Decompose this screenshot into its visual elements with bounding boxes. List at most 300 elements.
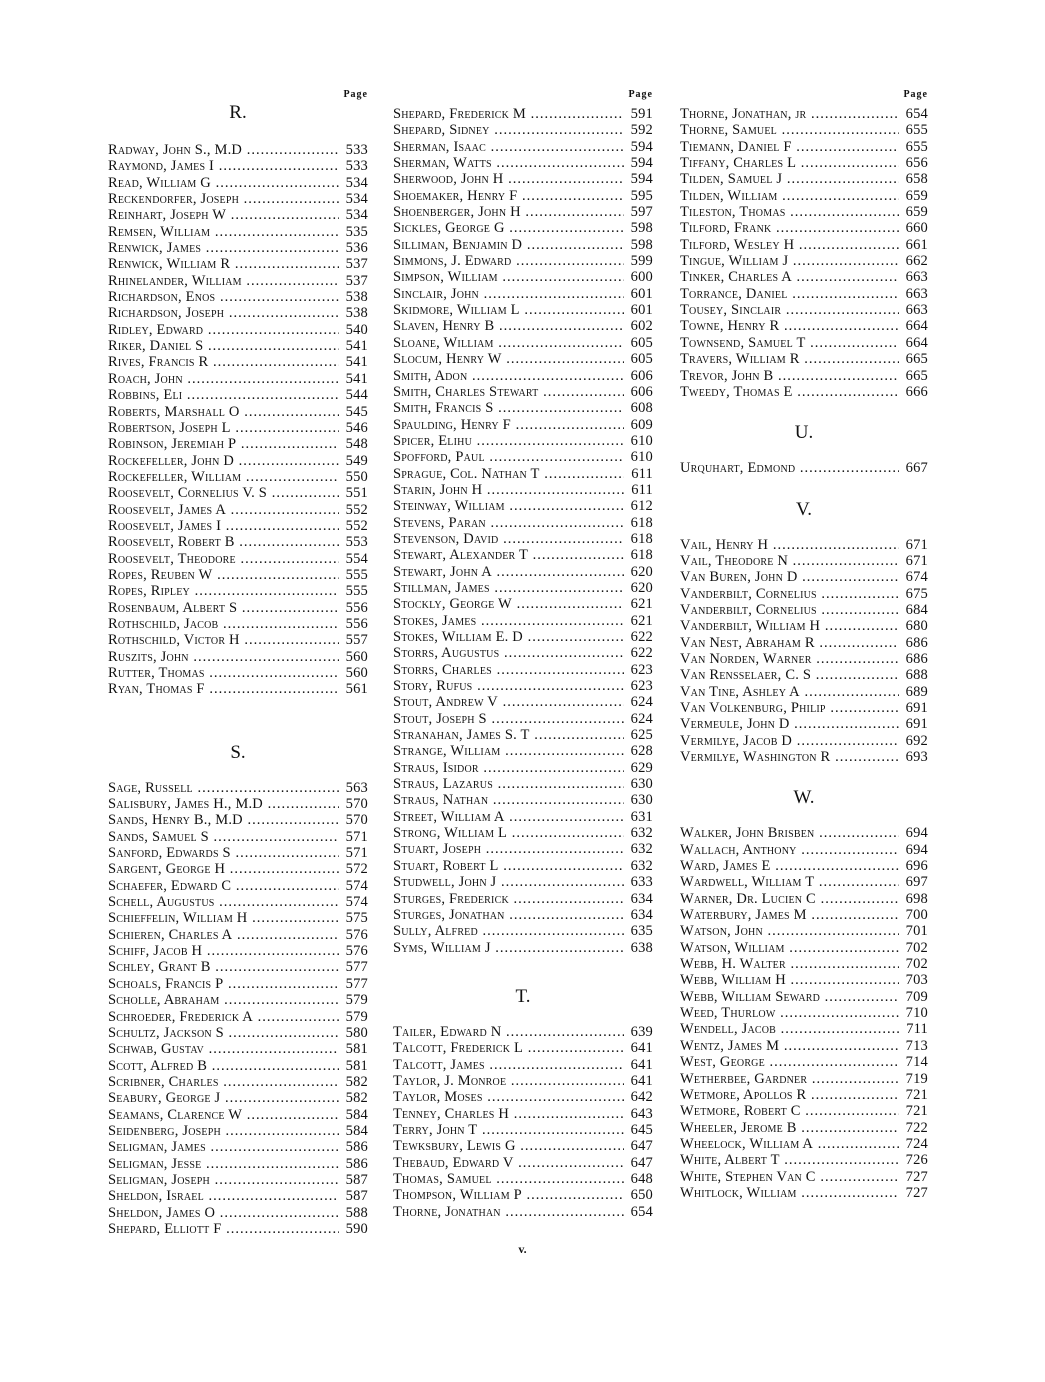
entry-page-number: 574	[339, 894, 368, 910]
entry-page-number: 659	[899, 188, 928, 204]
entry-page-number: 721	[899, 1087, 928, 1103]
entry-name: Seamans, Clarence W .....	[108, 1107, 339, 1123]
entry-page-number: 598	[624, 237, 653, 253]
index-entry	[108, 191, 368, 207]
index-entry	[108, 976, 368, 992]
entry-page-number: 537	[339, 273, 368, 289]
index-entry	[108, 371, 368, 387]
entry-name: Skidmore, William L .....	[393, 302, 624, 318]
entry-name: Roosevelt, James A .....	[108, 502, 339, 518]
entry-page-number: 692	[899, 733, 928, 749]
entry-page-number: 727	[899, 1185, 928, 1201]
entry-page-number: 620	[624, 564, 653, 580]
index-entry	[393, 515, 653, 531]
entry-name: Schaefer, Edward C .....	[108, 878, 339, 894]
entry-name: Sheldon, Israel .....	[108, 1188, 339, 1204]
entry-name: Stout, Joseph S .....	[393, 711, 624, 727]
entry-name: Sprague, Col. Nathan T .....	[393, 466, 624, 482]
entry-name: Tousey, Sinclair .....	[680, 302, 899, 318]
entry-page-number: 618	[624, 531, 653, 547]
entry-name: Vanderbilt, William H .....	[680, 618, 899, 634]
index-entry	[393, 645, 653, 661]
entry-name: Stockly, George W .....	[393, 596, 624, 612]
entry-name: Rhinelander, William .....	[108, 273, 339, 289]
index-entry	[393, 1106, 653, 1122]
entry-name: Van Rensselaer, C. S .....	[680, 667, 899, 683]
index-entry-list	[680, 460, 928, 476]
entry-name: Wallach, Anthony .....	[680, 842, 899, 858]
entry-page-number: 533	[339, 142, 368, 158]
index-entry	[108, 404, 368, 420]
entry-page-number: 710	[899, 1005, 928, 1021]
index-entry	[393, 351, 653, 367]
entry-page-number: 550	[339, 469, 368, 485]
index-entry-list	[108, 142, 368, 698]
entry-name: Strange, William .....	[393, 743, 624, 759]
entry-name: Tenney, Charles H .....	[393, 1106, 624, 1122]
index-entry	[393, 449, 653, 465]
entry-page-number: 686	[899, 635, 928, 651]
entry-name: Wetmore, Apollos R .....	[680, 1087, 899, 1103]
entry-name: Wetherbee, Gardner .....	[680, 1071, 899, 1087]
entry-page-number: 713	[899, 1038, 928, 1054]
entry-name: Wheeler, Jerome B .....	[680, 1120, 899, 1136]
entry-name: Webb, H. Walter .....	[680, 956, 899, 972]
entry-page-number: 570	[339, 796, 368, 812]
entry-page-number: 621	[624, 596, 653, 612]
entry-name: West, George .....	[680, 1054, 899, 1070]
entry-page-number: 599	[624, 253, 653, 269]
entry-page-number: 560	[339, 649, 368, 665]
entry-name: Seabury, George J .....	[108, 1090, 339, 1106]
index-entry	[393, 547, 653, 563]
entry-page-number: 577	[339, 976, 368, 992]
entry-name: Van Volkenburg, Philip .....	[680, 700, 899, 716]
entry-page-number: 702	[899, 940, 928, 956]
entry-name: Salisbury, James H., M.D .....	[108, 796, 339, 812]
entry-name: Tingue, William J .....	[680, 253, 899, 269]
page-column-label: Page	[903, 89, 928, 100]
entry-name: Rosenbaum, Albert S .....	[108, 600, 339, 616]
entry-page-number: 535	[339, 224, 368, 240]
entry-page-number: 595	[624, 188, 653, 204]
entry-name: Vanderbilt, Cornelius .....	[680, 586, 899, 602]
index-entry	[393, 237, 653, 253]
entry-name: Ropes, Reuben W .....	[108, 567, 339, 583]
entry-page-number: 638	[624, 940, 653, 956]
entry-name: Thorne, Jonathan, jr .....	[680, 106, 899, 122]
index-entry	[680, 368, 928, 384]
index-entry	[393, 711, 653, 727]
index-entry	[108, 1123, 368, 1139]
index-entry	[680, 618, 928, 634]
entry-name: Sargent, George H .....	[108, 861, 339, 877]
entry-name: White, Stephen Van C .....	[680, 1169, 899, 1185]
entry-name: Shepard, Frederick M .....	[393, 106, 624, 122]
entry-name: Slaven, Henry B .....	[393, 318, 624, 334]
entry-page-number: 648	[624, 1171, 653, 1187]
entry-name: Syms, William J .....	[393, 940, 624, 956]
entry-name: Townsend, Samuel T .....	[680, 335, 899, 351]
entry-page-number: 665	[899, 351, 928, 367]
index-entry	[108, 780, 368, 796]
entry-page-number: 606	[624, 368, 653, 384]
entry-page-number: 622	[624, 645, 653, 661]
entry-page-number: 691	[899, 700, 928, 716]
entry-name: Stewart, John A .....	[393, 564, 624, 580]
entry-name: Read, William G .....	[108, 175, 339, 191]
entry-name: Wentz, James M .....	[680, 1038, 899, 1054]
index-entry	[393, 760, 653, 776]
entry-name: Whitlock, William .....	[680, 1185, 899, 1201]
entry-name: Straus, Nathan .....	[393, 792, 624, 808]
entry-name: White, Albert T .....	[680, 1152, 899, 1168]
index-entry	[680, 1169, 928, 1185]
index-entry	[680, 1087, 928, 1103]
entry-page-number: 611	[624, 482, 653, 498]
index-entry	[393, 531, 653, 547]
index-entry	[108, 485, 368, 501]
index-entry	[680, 569, 928, 585]
index-entry	[393, 188, 653, 204]
index-entry	[680, 842, 928, 858]
entry-page-number: 726	[899, 1152, 928, 1168]
index-entry	[393, 335, 653, 351]
entry-page-number: 587	[339, 1188, 368, 1204]
entry-page-number: 643	[624, 1106, 653, 1122]
index-entry	[108, 338, 368, 354]
entry-name: Schley, Grant B .....	[108, 959, 339, 975]
entry-name: Vermilye, Jacob D .....	[680, 733, 899, 749]
index-entry	[393, 580, 653, 596]
index-entry	[108, 436, 368, 452]
index-entry	[680, 318, 928, 334]
entry-name: Thomas, Samuel .....	[393, 1171, 624, 1187]
entry-page-number: 576	[339, 943, 368, 959]
entry-page-number: 663	[899, 286, 928, 302]
index-entry	[680, 1054, 928, 1070]
entry-name: Roosevelt, Robert B .....	[108, 534, 339, 550]
entry-page-number: 703	[899, 972, 928, 988]
entry-name: Van Nest, Abraham R .....	[680, 635, 899, 651]
entry-page-number: 702	[899, 956, 928, 972]
index-entry	[108, 387, 368, 403]
entry-name: Stuart, Robert L .....	[393, 858, 624, 874]
entry-name: Story, Rufus .....	[393, 678, 624, 694]
index-column-1	[108, 88, 368, 1237]
index-entry	[393, 662, 653, 678]
entry-name: Thebaud, Edward V .....	[393, 1155, 624, 1171]
entry-page-number: 581	[339, 1058, 368, 1074]
index-entry	[393, 809, 653, 825]
entry-page-number: 601	[624, 302, 653, 318]
entry-page-number: 606	[624, 384, 653, 400]
entry-name: Richardson, Joseph .....	[108, 305, 339, 321]
entry-page-number: 666	[899, 384, 928, 400]
entry-name: Vail, Theodore N .....	[680, 553, 899, 569]
entry-page-number: 623	[624, 678, 653, 694]
entry-name: Strong, William L .....	[393, 825, 624, 841]
entry-page-number: 576	[339, 927, 368, 943]
entry-name: Renwick, William R .....	[108, 256, 339, 272]
entry-name: Tweedy, Thomas E .....	[680, 384, 899, 400]
index-entry	[393, 564, 653, 580]
index-entry	[393, 155, 653, 171]
entry-name: Spicer, Elihu .....	[393, 433, 624, 449]
index-entry-list	[680, 825, 928, 1201]
entry-name: Tilford, Frank .....	[680, 220, 899, 236]
entry-page-number: 680	[899, 618, 928, 634]
index-entry	[108, 665, 368, 681]
index-entry	[108, 992, 368, 1008]
index-entry	[680, 220, 928, 236]
section-heading: V.	[795, 498, 813, 520]
entry-name: Waterbury, James M .....	[680, 907, 899, 923]
entry-page-number: 623	[624, 662, 653, 678]
index-entry	[680, 1005, 928, 1021]
entry-name: Schroeder, Frederick A .....	[108, 1009, 339, 1025]
entry-page-number: 727	[899, 1169, 928, 1185]
index-entry	[680, 989, 928, 1005]
entry-name: Vermeule, John D .....	[680, 716, 899, 732]
entry-page-number: 541	[339, 354, 368, 370]
index-entry	[108, 632, 368, 648]
entry-page-number: 553	[339, 534, 368, 550]
entry-page-number: 582	[339, 1074, 368, 1090]
index-entry	[680, 1152, 928, 1168]
entry-name: Talcott, Frederick L .....	[393, 1040, 624, 1056]
entry-page-number: 691	[899, 716, 928, 732]
section-heading: R.	[229, 102, 247, 123]
index-entry	[680, 972, 928, 988]
entry-page-number: 534	[339, 207, 368, 223]
entry-page-number: 540	[339, 322, 368, 338]
entry-name: Sands, Henry B., M.D .....	[108, 812, 339, 828]
index-entry	[108, 1041, 368, 1057]
index-entry	[393, 1073, 653, 1089]
entry-name: Rockefeller, William .....	[108, 469, 339, 485]
entry-page-number: 714	[899, 1054, 928, 1070]
index-entry	[393, 1138, 653, 1154]
index-entry	[393, 613, 653, 629]
page-column-label: Page	[628, 89, 653, 100]
entry-page-number: 594	[624, 139, 653, 155]
entry-page-number: 534	[339, 191, 368, 207]
entry-name: Steinway, William .....	[393, 498, 624, 514]
entry-name: Roberts, Marshall O .....	[108, 404, 339, 420]
index-entry	[108, 1058, 368, 1074]
entry-page-number: 605	[624, 335, 653, 351]
index-entry	[680, 171, 928, 187]
index-entry	[108, 1156, 368, 1172]
index-entry	[680, 1021, 928, 1037]
entry-page-number: 621	[624, 613, 653, 629]
entry-name: Wheelock, William A .....	[680, 1136, 899, 1152]
entry-page-number: 584	[339, 1107, 368, 1123]
entry-name: Sloane, William .....	[393, 335, 624, 351]
index-entry	[680, 155, 928, 171]
entry-name: Thorne, Samuel .....	[680, 122, 899, 138]
section-heading: W.	[793, 787, 815, 809]
entry-name: Vermilye, Washington R .....	[680, 749, 899, 765]
index-entry	[108, 959, 368, 975]
index-entry	[680, 269, 928, 285]
index-entry	[393, 1155, 653, 1171]
index-entry	[108, 322, 368, 338]
entry-name: Sheldon, James O .....	[108, 1205, 339, 1221]
entry-page-number: 711	[899, 1021, 928, 1037]
entry-name: Vanderbilt, Cornelius .....	[680, 602, 899, 618]
index-entry	[680, 923, 928, 939]
index-entry-list	[393, 106, 653, 956]
entry-name: Rothschild, Jacob .....	[108, 616, 339, 632]
entry-page-number: 622	[624, 629, 653, 645]
index-entry	[393, 220, 653, 236]
index-entry	[393, 825, 653, 841]
entry-page-number: 667	[899, 460, 928, 476]
index-entry	[108, 1188, 368, 1204]
entry-name: Weed, Thurlow .....	[680, 1005, 899, 1021]
index-entry	[680, 335, 928, 351]
entry-page-number: 663	[899, 269, 928, 285]
entry-page-number: 541	[339, 338, 368, 354]
index-entry	[393, 792, 653, 808]
index-entry	[108, 878, 368, 894]
entry-name: Tilford, Wesley H .....	[680, 237, 899, 253]
entry-page-number: 605	[624, 351, 653, 367]
entry-page-number: 582	[339, 1090, 368, 1106]
index-entry	[108, 289, 368, 305]
entry-page-number: 575	[339, 910, 368, 926]
index-entry	[393, 384, 653, 400]
index-entry	[108, 1205, 368, 1221]
entry-page-number: 560	[339, 665, 368, 681]
entry-name: Simpson, William .....	[393, 269, 624, 285]
index-entry	[680, 749, 928, 765]
entry-page-number: 610	[624, 449, 653, 465]
entry-page-number: 686	[899, 651, 928, 667]
entry-page-number: 656	[899, 155, 928, 171]
entry-page-number: 538	[339, 305, 368, 321]
entry-name: Stewart, Alexander T .....	[393, 547, 624, 563]
entry-page-number: 620	[624, 580, 653, 596]
entry-name: Richardson, Enos .....	[108, 289, 339, 305]
index-entry	[680, 188, 928, 204]
index-entry-list	[680, 537, 928, 766]
entry-page-number: 701	[899, 923, 928, 939]
index-entry	[680, 384, 928, 400]
entry-name: Simmons, J. Edward .....	[393, 253, 624, 269]
index-entry	[393, 286, 653, 302]
entry-name: Straus, Isidor .....	[393, 760, 624, 776]
index-entry	[108, 1221, 368, 1237]
entry-page-number: 587	[339, 1172, 368, 1188]
index-entry	[108, 305, 368, 321]
entry-page-number: 548	[339, 436, 368, 452]
index-entry	[108, 894, 368, 910]
entry-name: Seligman, Jesse .....	[108, 1156, 339, 1172]
entry-name: Silliman, Benjamin D .....	[393, 237, 624, 253]
index-entry-list	[393, 1024, 653, 1220]
index-entry	[108, 649, 368, 665]
entry-name: Schieren, Charles A .....	[108, 927, 339, 943]
entry-page-number: 556	[339, 600, 368, 616]
entry-name: Roach, John .....	[108, 371, 339, 387]
entry-page-number: 572	[339, 861, 368, 877]
entry-name: Smith, Francis S .....	[393, 400, 624, 416]
index-entry	[108, 829, 368, 845]
entry-name: Rothschild, Victor H .....	[108, 632, 339, 648]
index-entry	[393, 841, 653, 857]
entry-page-number: 662	[899, 253, 928, 269]
index-entry	[393, 482, 653, 498]
entry-name: Sanford, Edwards S .....	[108, 845, 339, 861]
entry-name: Slocum, Henry W .....	[393, 351, 624, 367]
entry-name: Watson, John .....	[680, 923, 899, 939]
entry-name: Schoals, Francis P .....	[108, 976, 339, 992]
index-entry	[680, 651, 928, 667]
index-entry	[393, 1187, 653, 1203]
index-entry	[108, 142, 368, 158]
entry-page-number: 721	[899, 1103, 928, 1119]
entry-page-number: 664	[899, 335, 928, 351]
entry-page-number: 544	[339, 387, 368, 403]
index-entry	[680, 1103, 928, 1119]
index-entry	[108, 567, 368, 583]
entry-page-number: 594	[624, 155, 653, 171]
entry-name: Robertson, Joseph L .....	[108, 420, 339, 436]
index-entry	[393, 629, 653, 645]
entry-page-number: 590	[339, 1221, 368, 1237]
entry-page-number: 549	[339, 453, 368, 469]
entry-page-number: 641	[624, 1073, 653, 1089]
index-column-2	[393, 88, 653, 1220]
index-entry	[680, 204, 928, 220]
index-entry	[108, 502, 368, 518]
index-entry	[680, 635, 928, 651]
entry-page-number: 633	[624, 874, 653, 890]
entry-page-number: 551	[339, 485, 368, 501]
index-entry	[393, 940, 653, 956]
entry-name: Terry, John T .....	[393, 1122, 624, 1138]
index-entry	[393, 596, 653, 612]
entry-page-number: 552	[339, 502, 368, 518]
entry-page-number: 597	[624, 204, 653, 220]
index-entry	[393, 204, 653, 220]
entry-page-number: 538	[339, 289, 368, 305]
index-entry	[680, 1071, 928, 1087]
index-entry	[108, 861, 368, 877]
entry-page-number: 581	[339, 1041, 368, 1057]
index-entry	[108, 1025, 368, 1041]
entry-name: Shepard, Elliott F .....	[108, 1221, 339, 1237]
entry-page-number: 645	[624, 1122, 653, 1138]
entry-page-number: 584	[339, 1123, 368, 1139]
section-heading: T.	[515, 985, 531, 1007]
entry-page-number: 570	[339, 812, 368, 828]
entry-page-number: 552	[339, 518, 368, 534]
index-entry	[393, 433, 653, 449]
entry-name: Sherman, Watts .....	[393, 155, 624, 171]
entry-name: Tiemann, Daniel F .....	[680, 139, 899, 155]
entry-page-number: 555	[339, 567, 368, 583]
entry-page-number: 642	[624, 1089, 653, 1105]
entry-name: Van Norden, Warner .....	[680, 651, 899, 667]
entry-name: Radway, John S., M.D .....	[108, 142, 339, 158]
index-entry	[680, 733, 928, 749]
entry-page-number: 655	[899, 122, 928, 138]
index-entry	[393, 678, 653, 694]
